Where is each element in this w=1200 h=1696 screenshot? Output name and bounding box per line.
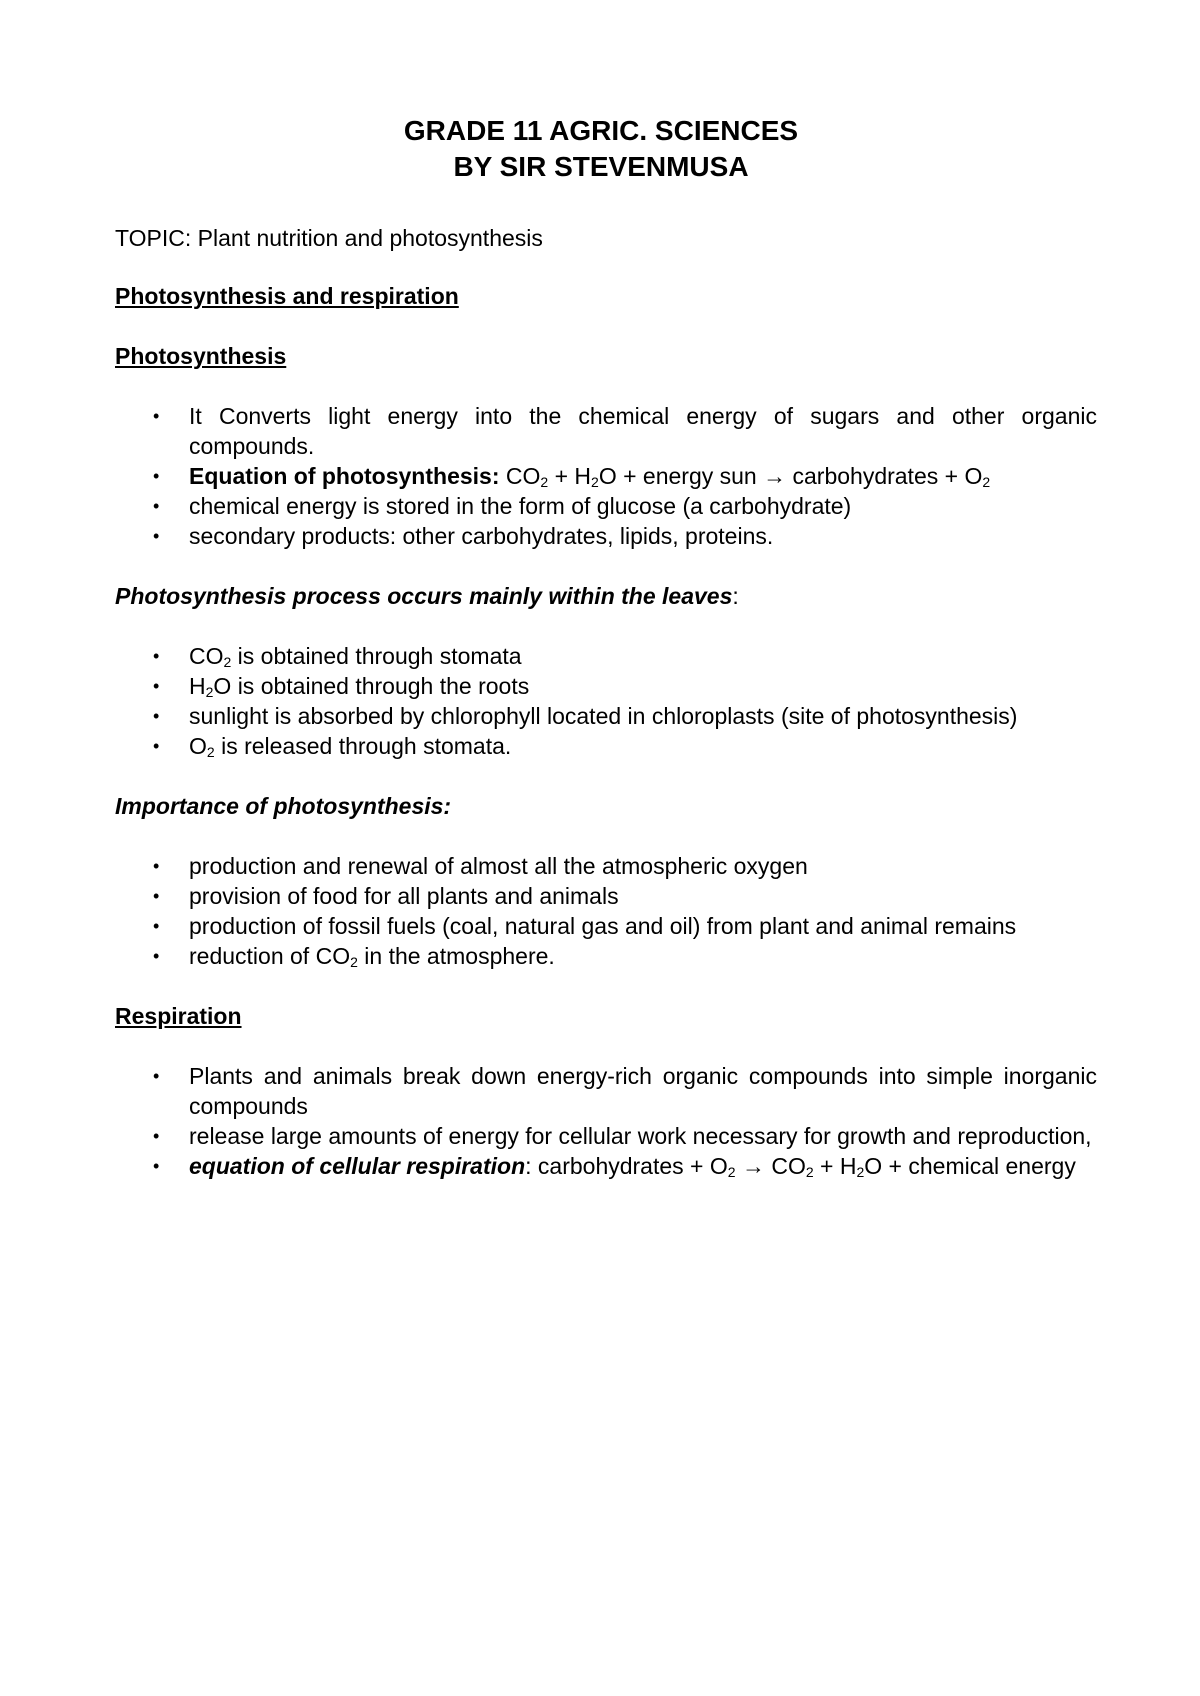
subscript: 2 [805, 1164, 814, 1180]
list-item [115, 461, 1097, 491]
list-item-text: in the atmosphere. [357, 943, 555, 969]
equation-text: + H [548, 463, 592, 489]
respiration-list [115, 1061, 1097, 1181]
subheading-text: Photosynthesis process occurs mainly within the leaves [115, 583, 733, 609]
list-item [115, 641, 1097, 671]
list-item-text: chemical energy is stored in the form of glucose (a carbohydrate) [189, 493, 852, 519]
leaves-list [115, 641, 1097, 761]
subscript: 2 [206, 744, 215, 760]
list-item [115, 1061, 1097, 1121]
equation-text: carbohydrates + O [531, 1153, 728, 1179]
subheading-leaves [115, 581, 1097, 611]
list-item-text: secondary products: other carbohydrates, lipids, proteins. [189, 523, 774, 549]
document-title [115, 113, 1097, 185]
bullet-icon: • [153, 856, 160, 876]
section-heading-photosynthesis: Photosynthesis [115, 343, 287, 369]
subscript: 2 [982, 474, 991, 490]
bullet-icon: • [153, 1066, 160, 1086]
subscript: 2 [727, 1164, 736, 1180]
equation-text: O + energy sun → carbohydrates + O [598, 463, 983, 489]
bullet-icon: • [153, 646, 160, 666]
list-item [115, 1121, 1097, 1151]
list-item-text: production of fossil fuels (coal, natural gas and oil) from plant and animal remains [189, 913, 1017, 939]
subscript: 2 [223, 654, 232, 670]
photosynthesis-list [115, 401, 1097, 551]
topic-label: TOPIC: [115, 225, 192, 251]
equation-label: Equation of photosynthesis: [189, 463, 500, 489]
bullet-icon: • [153, 946, 160, 966]
subscript: 2 [591, 474, 599, 490]
subscript: 2 [540, 474, 549, 490]
bullet-icon: • [153, 1156, 160, 1176]
list-item-text: release large amounts of energy for cellular work necessary for growth and reproduction, [189, 1123, 1092, 1149]
topic-line [115, 223, 1097, 253]
equation-text: : [525, 1153, 532, 1179]
bullet-icon: • [153, 736, 160, 756]
list-item-text: sunlight is absorbed by chlorophyll located in chloroplasts (site of photosynthesis) [189, 703, 1018, 729]
title-line-2: BY SIR STEVENMUSA [453, 151, 749, 182]
subscript: 2 [205, 684, 214, 700]
list-item [115, 941, 1097, 971]
list-item [115, 521, 1097, 551]
list-item [115, 731, 1097, 761]
list-item-text: O is obtained through the roots [213, 673, 530, 699]
subheading-suffix: : [732, 583, 739, 609]
section-heading-respiration: Respiration [115, 1003, 242, 1029]
importance-list [115, 851, 1097, 971]
equation-text: + H [813, 1153, 857, 1179]
equation-text: CO [499, 463, 541, 489]
bullet-icon: • [153, 676, 160, 696]
list-item-text: It Converts light energy into the chemical energy of sugars and other organic compounds. [189, 403, 1097, 459]
list-item-text: is released through stomata. [214, 733, 512, 759]
list-item-text: reduction of CO [189, 943, 351, 969]
list-item-text: H [189, 673, 206, 699]
bullet-icon: • [153, 526, 160, 546]
list-item [115, 671, 1097, 701]
topic-text: Plant nutrition and photosynthesis [197, 225, 543, 251]
subscript: 2 [856, 1164, 865, 1180]
bullet-icon: • [153, 916, 160, 936]
list-item-text: O [189, 733, 207, 759]
bullet-icon: • [153, 706, 160, 726]
bullet-icon: • [153, 886, 160, 906]
bullet-icon: • [153, 496, 160, 516]
list-item [115, 1151, 1097, 1181]
list-item-text: production and renewal of almost all the atmospheric oxygen [189, 853, 808, 879]
list-item-text: provision of food for all plants and animals [189, 883, 619, 909]
bullet-icon: • [153, 466, 160, 486]
subheading-importance: Importance of photosynthesis: [115, 793, 452, 819]
equation-text: → CO [735, 1153, 806, 1179]
list-item-text: CO [189, 643, 224, 669]
list-item [115, 881, 1097, 911]
equation-text: O + chemical energy [864, 1153, 1076, 1179]
subscript: 2 [350, 954, 358, 970]
list-item [115, 701, 1097, 731]
list-item [115, 851, 1097, 881]
equation-label: equation of cellular respiration [189, 1153, 526, 1179]
list-item-text: Plants and animals break down energy-rich organic compounds into simple inorganic compounds [189, 1063, 1097, 1119]
section-heading-main: Photosynthesis and respiration [115, 283, 459, 309]
list-item [115, 491, 1097, 521]
list-item [115, 401, 1097, 461]
bullet-icon: • [153, 406, 160, 426]
list-item-text: is obtained through stomata [231, 643, 522, 669]
title-line-1: GRADE 11 AGRIC. SCIENCES [403, 115, 799, 146]
bullet-icon: • [153, 1126, 160, 1146]
list-item [115, 911, 1097, 941]
